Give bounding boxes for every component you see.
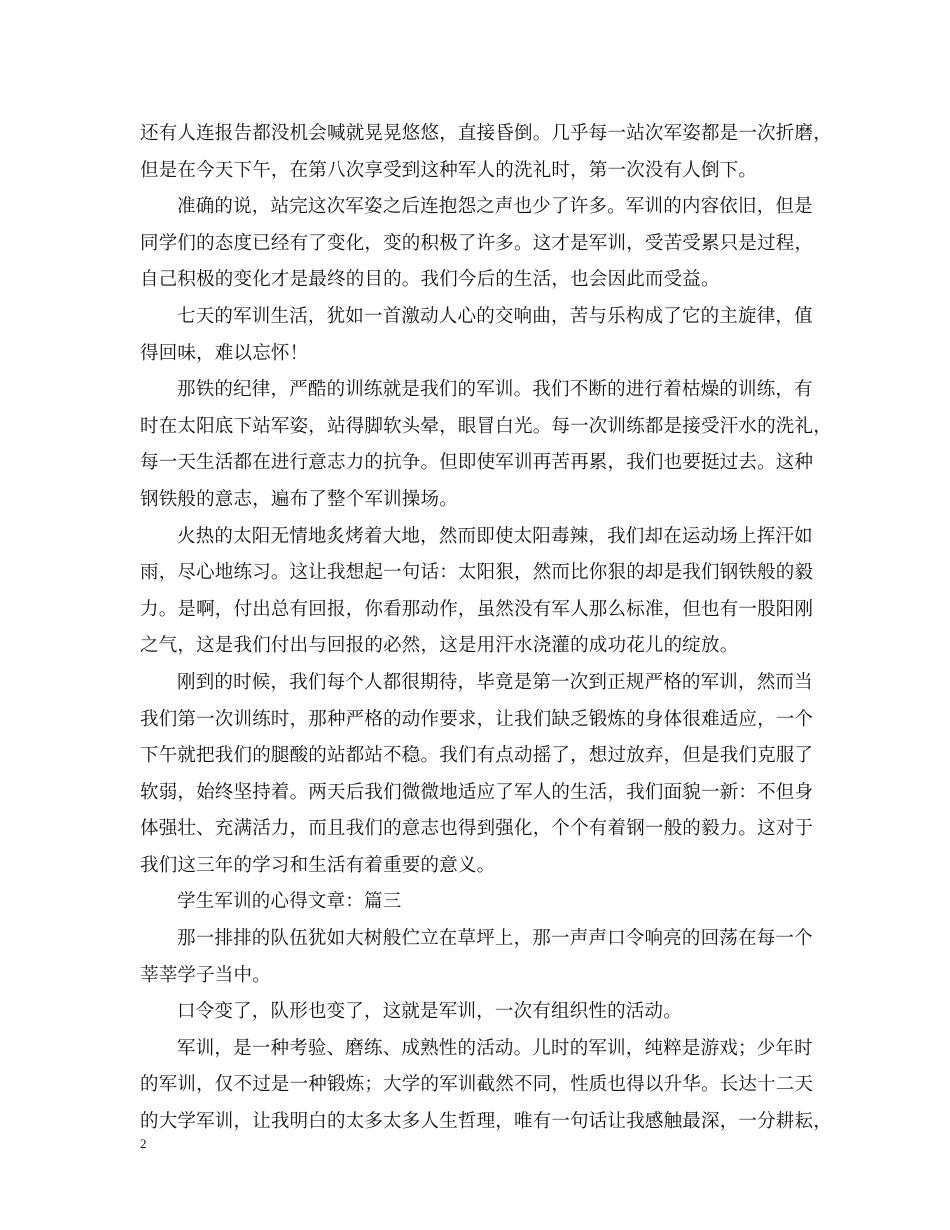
body-text [140, 116, 832, 1141]
text-line: 那一排排的队伍犹如大树般伫立在草坪上，那一声声口令响亮的回荡在每一个 [177, 928, 813, 950]
text-line: 时在太阳底下站军姿，站得脚软头晕，眼冒白光。每一次训练都是接受汗水的洗礼， [140, 415, 832, 437]
page-number: 2 [140, 1136, 147, 1151]
text-line: 军训，是一种考验、磨练、成熟性的活动。儿时的军训，纯粹是游戏；少年时 [177, 1037, 813, 1059]
text-line: 那铁的纪律，严酷的训练就是我们的军训。我们不断的进行着枯燥的训练，有 [177, 379, 813, 401]
text-line: 学生军训的心得文章：篇三 [177, 891, 402, 913]
text-line: 莘莘学子当中。 [140, 964, 271, 986]
text-line: 准确的说，站完这次军姿之后连抱怨之声也少了许多。军训的内容依旧，但是 [177, 196, 813, 218]
text-line: 七天的军训生活，犹如一首激动人心的交响曲，苦与乐构成了它的主旋律，值 [177, 305, 813, 327]
text-line: 体强壮、充满活力，而且我们的意志也得到强化，个个有着钢一般的毅力。这对于 [140, 818, 814, 840]
text-line: 刚到的时候，我们每个人都很期待，毕竟是第一次到正规严格的军训，然而当 [177, 671, 813, 693]
text-line: 雨，尽心地练习。这让我想起一句话：太阳狠，然而比你狠的却是我们钢铁般的毅 [140, 562, 814, 584]
text-line: 的大学军训，让我明白的太多太多人生哲理，唯有一句话让我感触最深，一分耕耘， [140, 1111, 832, 1133]
text-line: 还有人连报告都没机会喊就晃晃悠悠，直接昏倒。几乎每一站次军姿都是一次折磨， [140, 123, 832, 144]
text-line: 力。是啊，付出总有回报，你看那动作，虽然没有军人那么标准，但也有一股阳刚 [140, 598, 814, 620]
text-line: 之气，这是我们付出与回报的必然，这是用汗水浇灌的成功花儿的绽放。 [140, 635, 739, 657]
text-line: 我们这三年的学习和生活有着重要的意义。 [140, 854, 496, 876]
text-line: 下午就把我们的腿酸的站都站不稳。我们有点动摇了，想过放弃，但是我们克服了 [140, 745, 814, 767]
text-line: 同学们的态度已经有了变化，变的积极了许多。这才是军训，受苦受累只是过程， [140, 232, 814, 254]
text-line: 我们第一次训练时，那种严格的动作要求，让我们缺乏锻炼的身体很难适应，一个 [140, 708, 814, 730]
text-line: 口令变了，队形也变了，这就是军训，一次有组织性的活动。 [177, 1001, 682, 1023]
text-line: 但是在今天下午，在第八次享受到这种军人的洗礼时，第一次没有人倒下。 [140, 159, 758, 181]
text-line: 火热的太阳无情地炙烤着大地，然而即使太阳毒辣，我们却在运动场上挥汗如 [177, 525, 813, 547]
text-line: 每一天生活都在进行意志力的抗争。但即使军训再苦再累，我们也要挺过去。这种 [140, 452, 814, 474]
text-line: 的军训，仅不过是一种锻炼；大学的军训截然不同，性质也得以升华。长达十二天 [140, 1074, 814, 1096]
text-line: 钢铁般的意志，遍布了整个军训操场。 [140, 488, 458, 510]
text-line: 自己积极的变化才是最终的目的。我们今后的生活，也会因此而受益。 [140, 269, 720, 291]
text-line: 得回味，难以忘怀！ [140, 342, 309, 364]
text-line: 软弱，始终坚持着。两天后我们微微地适应了军人的生活，我们面貌一新：不但身 [140, 781, 814, 803]
